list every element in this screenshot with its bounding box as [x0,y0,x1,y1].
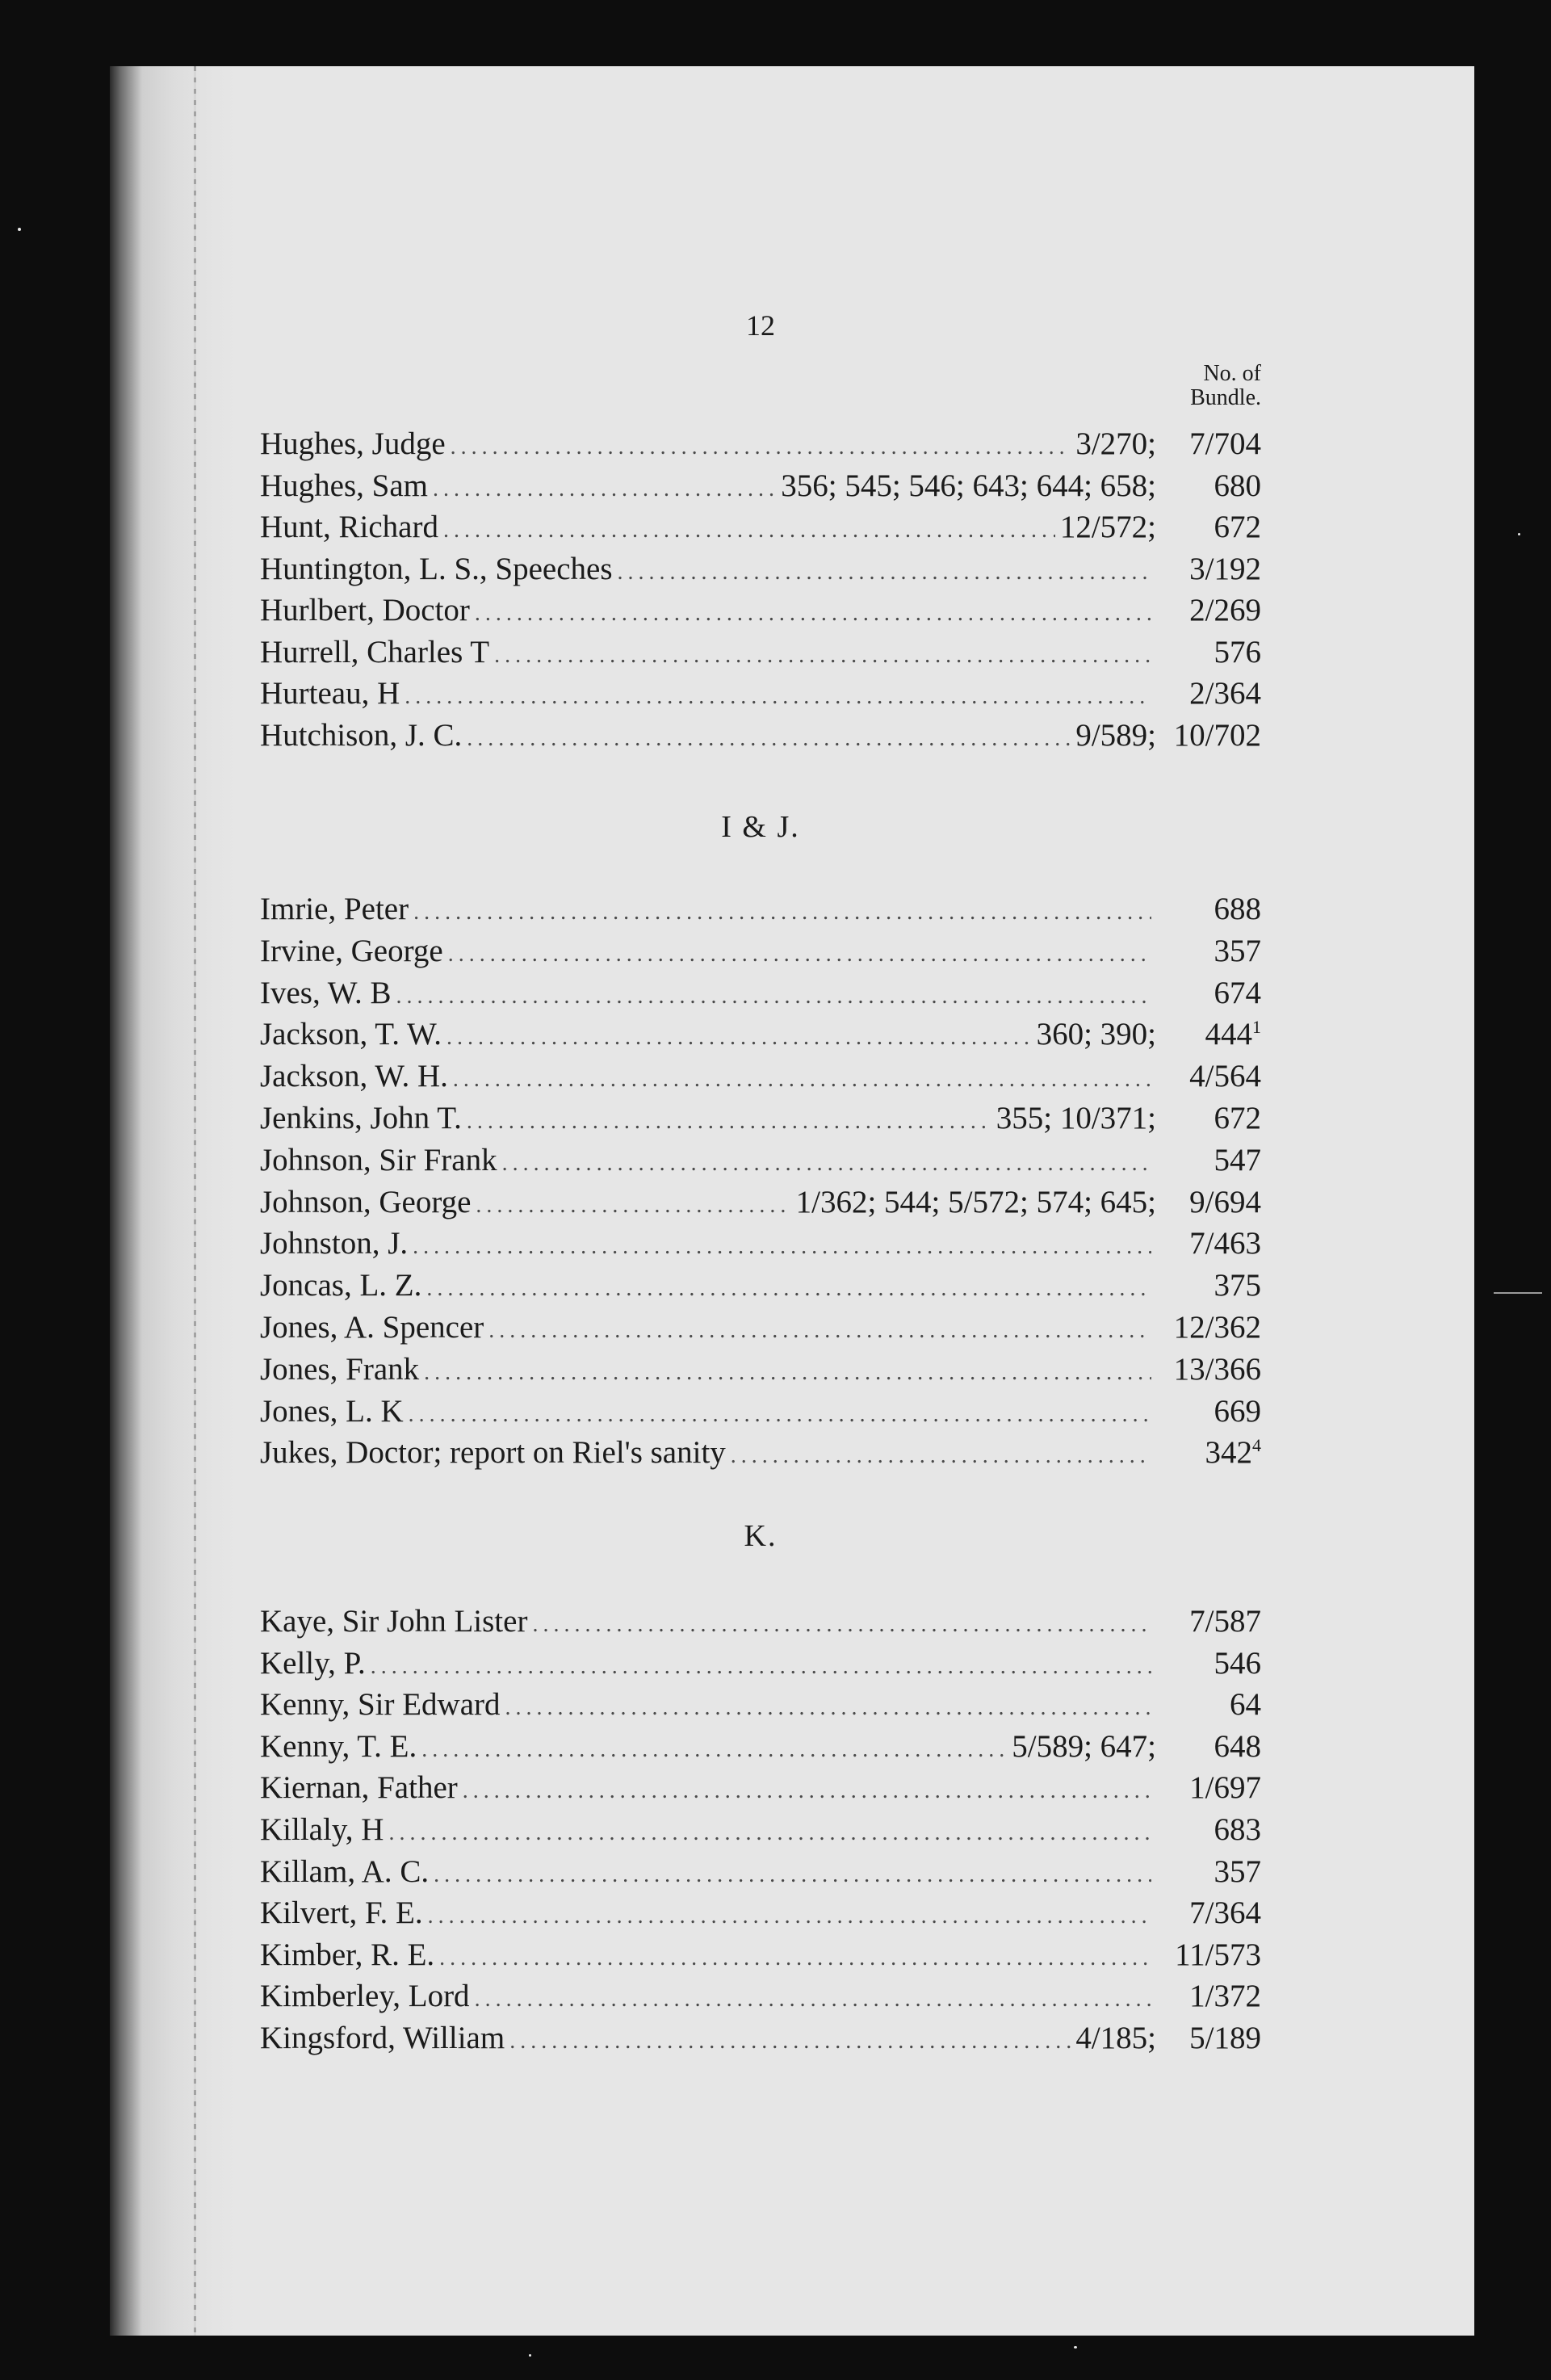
entry-name: Imrie, Peter [260,892,409,926]
bundle-value: 12/362 [1173,1310,1261,1345]
entry-name: Irvine, George [260,933,443,968]
document-page [110,66,1474,2336]
index-entry [260,1307,1261,1349]
leader-dots [434,1854,1151,1896]
entry-references: 9/589; [1075,717,1156,753]
bundle-value: 2/364 [1189,676,1261,711]
index-entry [260,1182,1261,1224]
bundle-value: 5/189 [1189,2021,1261,2055]
entry-bundle-number [1156,888,1261,930]
entry-name: Hurrell, Charles T [260,634,490,670]
index-entry [260,423,1261,465]
entry-bundle-number [1156,1098,1261,1140]
entry-bundle-number [1156,1265,1261,1307]
leader-dots [467,718,1071,760]
index-entry [260,1391,1261,1433]
bundle-value: 648 [1214,1728,1261,1764]
entry-bundle-number [1156,1140,1261,1182]
bundle-value: 357 [1214,933,1261,968]
section-heading-ij: I & J. [721,810,800,844]
bundle-value: 1/697 [1189,1770,1261,1806]
entry-references: 356; 545; 546; 643; 644; 658; [781,468,1156,503]
leader-dots [448,934,1151,976]
entry-bundle-number [1156,1975,1261,2017]
bundle-value: 683 [1214,1812,1261,1847]
index-entry [260,1684,1261,1726]
entry-bundle-number [1156,1934,1261,1976]
leader-dots [505,1687,1152,1729]
index-entry [260,1851,1261,1893]
entry-bundle-number [1156,1684,1261,1726]
leader-dots [494,635,1151,677]
leader-dots [475,1979,1151,2021]
leader-dots [405,676,1151,718]
entry-name: Kilvert, F. E. [260,1895,423,1931]
entry-bundle-number [1156,1307,1261,1349]
column-header-line2: Bundle. [1190,385,1261,410]
index-entry [260,1809,1261,1851]
entry-bundle-number [1156,1726,1261,1768]
bundle-value: 342 [1205,1435,1252,1471]
page-number: 12 [746,309,775,342]
entry-bundle-number [1156,2017,1261,2059]
bundle-value: 9/694 [1189,1184,1261,1219]
entry-name: Kenny, Sir Edward [260,1687,501,1723]
entry-bundle-number [1156,1056,1261,1098]
leader-dots [426,1268,1151,1310]
bundle-value: 576 [1214,634,1261,670]
bundle-value: 7/463 [1189,1226,1261,1261]
bundle-value: 672 [1214,510,1261,544]
index-entry [260,1726,1261,1768]
index-entry [260,930,1261,972]
index-entry [260,1223,1261,1265]
entry-bundle-number [1156,506,1261,548]
leader-dots [396,976,1151,1018]
entry-bundle-number [1156,673,1261,715]
index-entry [260,673,1261,715]
entry-name: Hunt, Richard [260,510,438,544]
bundle-value: 2/269 [1189,593,1261,628]
index-entry [260,465,1261,507]
leader-dots [618,552,1151,594]
index-entry [260,548,1261,590]
bundle-column-header [1190,362,1261,410]
index-entry [260,1349,1261,1391]
leader-dots [424,1352,1151,1394]
entry-references: 360; 390; [1036,1017,1156,1052]
bundle-value: 7/587 [1189,1604,1261,1639]
leader-dots [409,1394,1151,1436]
bundle-value: 11/573 [1175,1937,1261,1972]
leader-dots [463,1770,1151,1812]
leader-dots [439,1937,1151,1979]
leader-dots [476,1185,790,1227]
bundle-value: 13/366 [1173,1351,1261,1387]
leader-dots [413,892,1151,934]
column-header-line1: No. of [1203,361,1261,386]
bundle-superscript: 4 [1252,1435,1261,1456]
entry-bundle-number [1156,590,1261,632]
entry-name: Johnson, Sir Frank [260,1142,497,1177]
entry-bundle-number [1156,1851,1261,1893]
entry-name: Jones, A. Spencer [260,1310,484,1345]
entry-bundle-number [1156,715,1261,757]
entry-bundle-number [1156,465,1261,507]
leader-dots [421,1729,1007,1771]
bundle-value: 4/564 [1189,1059,1261,1094]
leader-dots [509,2021,1071,2063]
entry-name: Jones, L. K [260,1393,404,1429]
bundle-value: 444 [1205,1017,1252,1052]
bundle-superscript: 1 [1252,1017,1261,1038]
leader-dots [371,1646,1151,1688]
entry-name: Kaye, Sir John Lister [260,1604,528,1639]
leader-dots [433,468,776,510]
entry-name: Kelly, P. [260,1645,366,1681]
bundle-value: 672 [1214,1101,1261,1135]
entry-bundle-number [1156,1223,1261,1265]
bundle-value: 688 [1214,892,1261,926]
bundle-value: 674 [1214,975,1261,1010]
index-entry [260,1432,1261,1474]
leader-dots [428,1895,1151,1937]
bundle-value: 7/364 [1189,1895,1261,1931]
leader-dots [467,1101,991,1143]
entry-name: Johnston, J. [260,1226,409,1261]
bundle-value: 3/192 [1189,551,1261,586]
index-entry [260,506,1261,548]
entry-bundle-number [1156,1391,1261,1433]
leader-dots [443,510,1055,552]
entry-name: Kimber, R. E. [260,1937,435,1972]
entry-name: Killaly, H [260,1812,384,1847]
index-entry [260,632,1261,674]
index-entry [260,1601,1261,1643]
entry-references: 3/270; [1075,426,1156,461]
leader-dots [502,1143,1151,1185]
entry-bundle-number [1156,1349,1261,1391]
index-entry [260,715,1261,757]
entry-name: Jenkins, John T. [260,1101,462,1135]
index-entry [260,1767,1261,1809]
entry-name: Jackson, T. W. [260,1017,442,1052]
entry-bundle-number [1156,1892,1261,1934]
leader-dots [453,1059,1151,1101]
entry-name: Jukes, Doctor; report on Riel's sanity [260,1435,726,1471]
entry-name: Jones, Frank [260,1351,420,1387]
entry-references: 4/185; [1075,2021,1156,2055]
bundle-value: 547 [1214,1142,1261,1177]
index-entry [260,1892,1261,1934]
entry-bundle-number [1156,1601,1261,1643]
index-entry [260,1975,1261,2017]
entry-bundle-number [1156,423,1261,465]
entry-name: Killam, A. C. [260,1853,430,1889]
entry-bundle-number [1156,1014,1261,1056]
page-binding-edge [110,66,239,2336]
entry-name: Jackson, W. H. [260,1059,448,1094]
entry-bundle-number [1156,632,1261,674]
index-entry [260,972,1261,1014]
bundle-value: 680 [1214,468,1261,503]
entry-name: Kingsford, William [260,2021,505,2055]
entry-name: Ives, W. B [260,975,392,1010]
bundle-value: 64 [1230,1687,1261,1723]
entry-name: Kimberley, Lord [260,1979,470,2014]
entry-name: Hurlbert, Doctor [260,593,470,628]
entry-references: 5/589; 647; [1012,1728,1156,1764]
index-entry [260,1643,1261,1685]
leader-dots [451,426,1071,468]
entry-name: Johnson, George [260,1184,472,1219]
entry-name: Kenny, T. E. [260,1728,417,1764]
entry-bundle-number [1156,1182,1261,1224]
index-entry [260,1014,1261,1056]
entry-bundle-number [1156,1809,1261,1851]
index-entry [260,2017,1261,2059]
entry-name: Huntington, L. S., Speeches [260,551,613,586]
entry-references: 355; 10/371; [996,1101,1156,1135]
leader-dots [475,593,1151,635]
index-entry [260,1140,1261,1182]
bundle-value: 669 [1214,1393,1261,1429]
leader-dots [446,1017,1032,1059]
bundle-value: 10/702 [1173,717,1261,753]
entry-bundle-number [1156,548,1261,590]
index-entry [260,888,1261,930]
entry-name: Hurteau, H [260,676,400,711]
bundle-value: 546 [1214,1645,1261,1681]
entry-references: 12/572; [1059,510,1156,544]
entry-references: 1/362; 544; 5/572; 574; 645; [795,1184,1156,1219]
bundle-value: 1/372 [1189,1979,1261,2014]
index-entry [260,1098,1261,1140]
bundle-value: 7/704 [1189,426,1261,461]
entry-bundle-number [1156,1643,1261,1685]
index-entry [260,590,1261,632]
index-entry [260,1265,1261,1307]
entry-bundle-number [1156,972,1261,1014]
entry-bundle-number [1156,1432,1261,1474]
leader-dots [488,1310,1151,1352]
section-heading-k: K. [744,1519,778,1553]
index-entry [260,1056,1261,1098]
bundle-value: 357 [1214,1853,1261,1889]
entry-bundle-number [1156,1767,1261,1809]
index-entry [260,1934,1261,1976]
entry-bundle-number [1156,930,1261,972]
leader-dots [731,1435,1151,1477]
leader-dots [532,1604,1151,1646]
bundle-value: 375 [1214,1268,1261,1303]
entry-name: Hughes, Sam [260,468,428,503]
entry-name: Hutchison, J. C. [260,717,463,753]
entry-name: Joncas, L. Z. [260,1268,422,1303]
entry-name: Kiernan, Father [260,1770,458,1806]
leader-dots [413,1226,1151,1268]
entry-name: Hughes, Judge [260,426,446,461]
leader-dots [388,1812,1151,1854]
